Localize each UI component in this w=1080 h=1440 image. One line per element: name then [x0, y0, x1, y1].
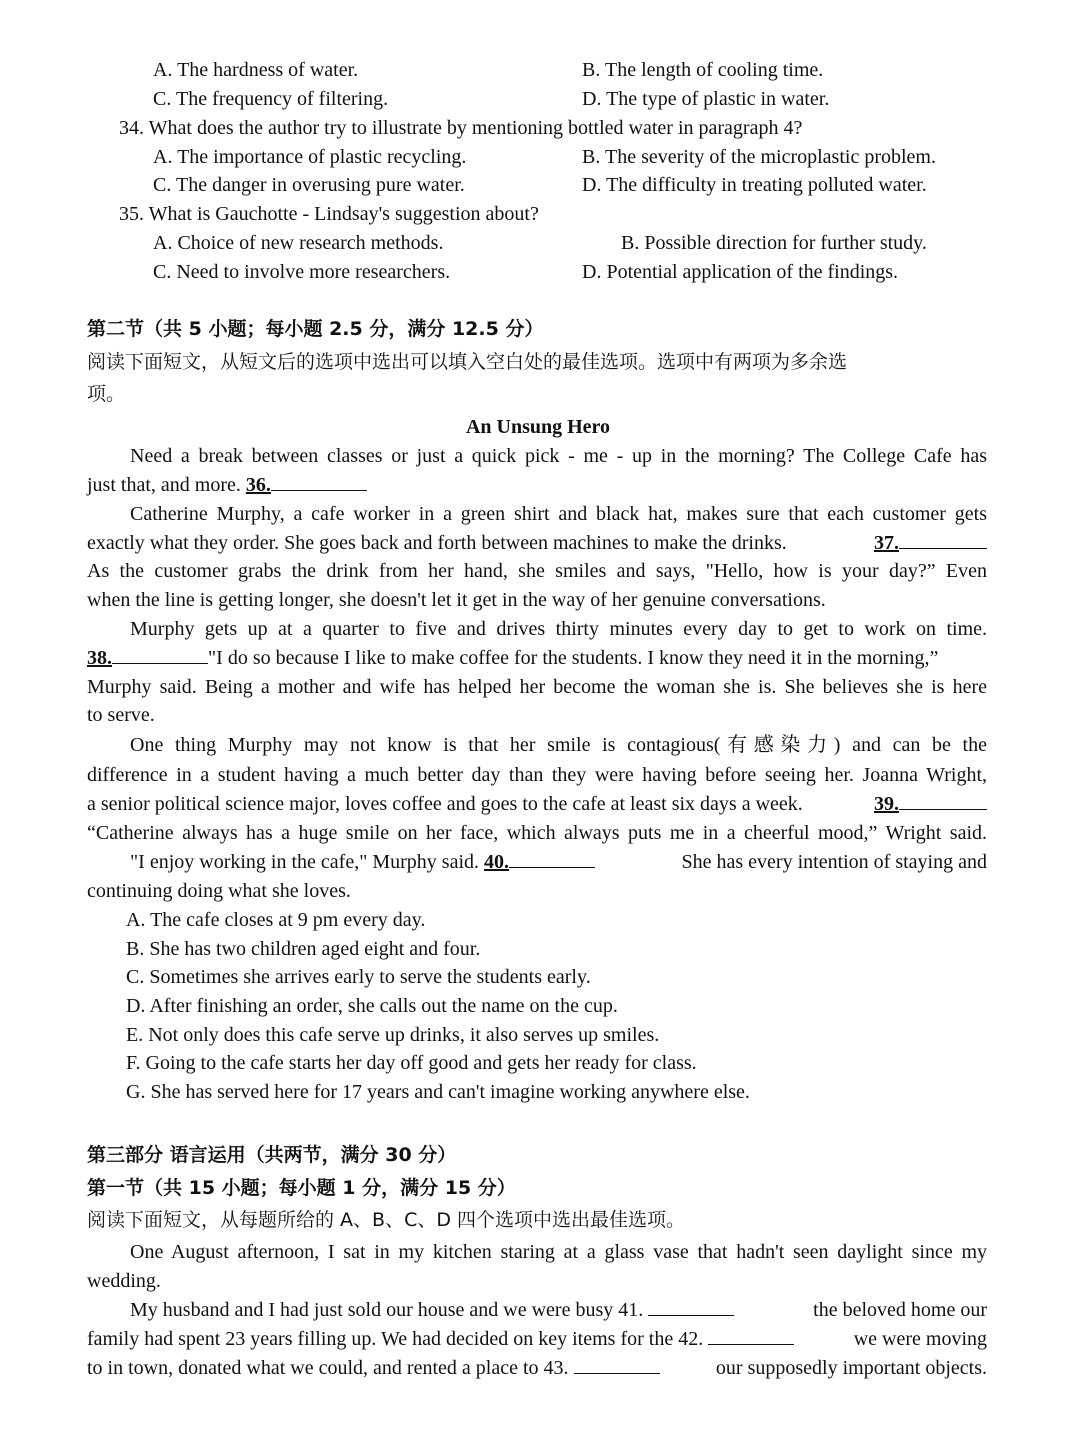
p4-line3	[87, 790, 987, 818]
section2-instruction-line2: 项。	[87, 383, 126, 405]
part3-p2-line3-text-b: our supposedly important objects.	[715, 1357, 987, 1379]
p4-line1: One thing Murphy may not know is that her smile is contagious(有感染力) and can be the	[130, 734, 987, 756]
section2-option-b: B. She has two children aged eight and four.	[126, 938, 481, 960]
passage-title: An Unsung Hero	[465, 416, 611, 438]
p2-line1: Catherine Murphy, a cafe worker in a green shirt and black hat, makes sure that each customer gets	[130, 503, 987, 525]
p2-line4: when the line is getting longer, she doesn't let it get in the way of her genuine conversations.	[87, 589, 826, 611]
section2-option-f: F. Going to the cafe starts her day off good and gets her ready for class.	[126, 1052, 697, 1074]
p1-line2-text: just that, and more.	[87, 474, 241, 496]
q34-option-d: D. The difficulty in treating polluted water.	[582, 174, 927, 196]
q34-stem: 34. What does the author try to illustrate by mentioning bottled water in paragraph 4?	[119, 117, 803, 139]
q35-stem: 35. What is Gauchotte - Lindsay's suggestion about?	[119, 203, 539, 225]
part3-heading: 第三部分 语言运用（共两节，满分 30 分）	[87, 1144, 457, 1166]
q34-option-b: B. The severity of the microplastic problem.	[582, 146, 936, 168]
q33-option-c: C. The frequency of filtering.	[153, 88, 389, 110]
p2-line3: As the customer grabs the drink from her hand, she smiles and says, "Hello, how is your day?” Even	[87, 560, 987, 582]
p5-line1-text-a: "I enjoy working in the cafe," Murphy said.	[130, 851, 480, 873]
section2-instruction-line1: 阅读下面短文，从短文后的选项中选出可以填入空白处的最佳选项。选项中有两项为多余选	[87, 351, 848, 373]
p3-line2	[87, 644, 987, 672]
blank-36[interactable]	[271, 472, 367, 491]
blank-37-number: 37.	[874, 532, 899, 554]
part3-p2-line3-text-a: to in town, donated what we could, and rented a place to 43.	[87, 1357, 569, 1379]
part3-p2-line2-text-b: we were moving	[853, 1328, 987, 1350]
part3-instruction: 阅读下面短文，从每题所给的 A、B、C、D 四个选项中选出最佳选项。	[87, 1209, 686, 1231]
part3-p2-line1-text-b: the beloved home our	[813, 1299, 987, 1321]
q34-option-c: C. The danger in overusing pure water.	[153, 174, 465, 196]
blank-37-wrap	[874, 529, 987, 557]
blank-37[interactable]	[899, 530, 987, 549]
blank-42[interactable]	[708, 1326, 794, 1345]
p5-line2: continuing doing what she loves.	[87, 880, 351, 902]
q35-option-c: C. Need to involve more researchers.	[153, 261, 451, 283]
part3-p2-line2	[87, 1325, 987, 1353]
blank-39[interactable]	[899, 791, 987, 810]
p5-line1	[130, 848, 987, 876]
q33-option-a: A. The hardness of water.	[153, 59, 359, 81]
part3-p2-line1	[130, 1296, 987, 1324]
part3-p1-line1: One August afternoon, I sat in my kitchen staring at a glass vase that hadn't seen daylight since my	[130, 1241, 987, 1263]
q35-option-d: D. Potential application of the findings.	[582, 261, 899, 283]
q35-option-b: B. Possible direction for further study.	[621, 232, 927, 254]
blank-41[interactable]	[648, 1297, 734, 1316]
part3-section1-heading: 第一节（共 15 小题；每小题 1 分，满分 15 分）	[87, 1177, 516, 1199]
section2-option-g: G. She has served here for 17 years and can't imagine working anywhere else.	[126, 1081, 750, 1103]
part3-p1-line2: wedding.	[87, 1270, 161, 1292]
blank-43[interactable]	[574, 1355, 660, 1374]
section2-option-c: C. Sometimes she arrives early to serve the students early.	[126, 966, 591, 988]
q35-option-a: A. Choice of new research methods.	[153, 232, 444, 254]
p4-line3-text: a senior political science major, loves coffee and goes to the cafe at least six days a week.	[87, 793, 803, 815]
blank-40[interactable]	[509, 849, 595, 868]
p1-line2	[87, 471, 367, 499]
p3-line3: Murphy said. Being a mother and wife has helped her become the woman she is. She believes she is here	[87, 676, 987, 698]
section2-option-a: A. The cafe closes at 9 pm every day.	[126, 909, 426, 931]
q33-option-d: D. The type of plastic in water.	[582, 88, 830, 110]
p2-line2-text: exactly what they order. She goes back and forth between machines to make the drinks.	[87, 532, 787, 554]
section2-option-d: D. After finishing an order, she calls out the name on the cup.	[126, 995, 618, 1017]
blank-39-wrap	[874, 790, 987, 818]
part3-p2-line1-text-a: My husband and I had just sold our house and we were busy 41.	[130, 1299, 644, 1321]
p4-line4: “Catherine always has a huge smile on her face, which always puts me in a cheerful mood,” Wright said.	[87, 822, 987, 844]
section2-heading: 第二节（共 5 小题；每小题 2.5 分，满分 12.5 分）	[87, 318, 544, 340]
p4-line2: difference in a student having a much better day than they were having before seeing her. Joanna Wright,	[87, 764, 987, 786]
p3-line1: Murphy gets up at a quarter to five and drives thirty minutes every day to get to work on time.	[130, 618, 987, 640]
p2-line2	[87, 529, 987, 557]
p3-line2-text: "I do so because I like to make coffee for the students. I know they need it in the morning,”	[208, 647, 939, 669]
blank-38[interactable]	[112, 645, 208, 664]
blank-36-number: 36.	[245, 474, 271, 496]
part3-p2-line2-text-a: family had spent 23 years filling up. We had decided on key items for the 42.	[87, 1328, 704, 1350]
part3-p2-line3	[87, 1354, 987, 1382]
q33-option-b: B. The length of cooling time.	[582, 59, 824, 81]
blank-40-number: 40.	[484, 851, 510, 873]
p3-line4: to serve.	[87, 704, 155, 726]
section2-option-e: E. Not only does this cafe serve up drinks, it also serves up smiles.	[126, 1024, 660, 1046]
blank-38-number: 38.	[87, 647, 112, 669]
q34-option-a: A. The importance of plastic recycling.	[153, 146, 467, 168]
p5-line1-text-b: She has every intention of staying and	[681, 851, 987, 873]
blank-39-number: 39.	[874, 793, 899, 815]
p1-line1: Need a break between classes or just a quick pick - me - up in the morning? The College Cafe has	[130, 445, 987, 467]
